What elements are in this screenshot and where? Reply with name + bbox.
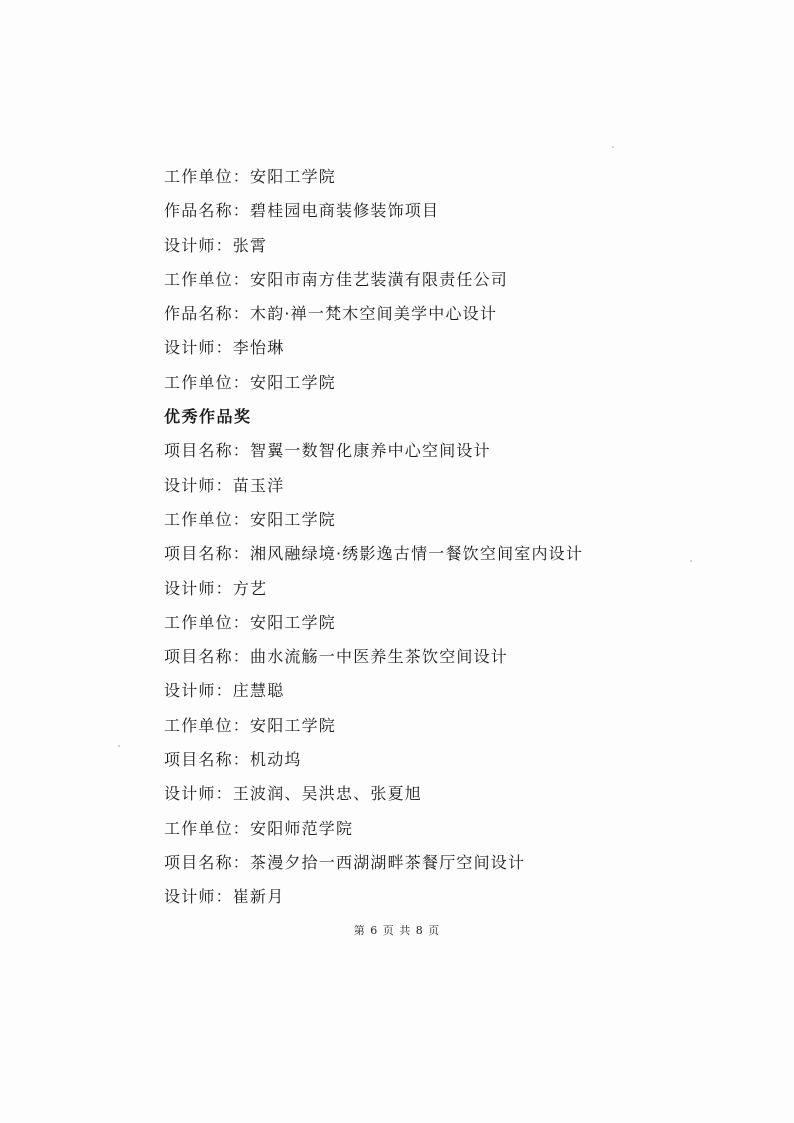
text-line: 项目名称：茶漫夕拾一西湖湖畔茶餐厅空间设计 bbox=[164, 852, 526, 872]
document-body bbox=[164, 160, 764, 915]
text-line: 设计师：庄慧聪 bbox=[164, 681, 285, 701]
text-line: 工作单位：安阳工学院 bbox=[164, 612, 337, 632]
page-footer: 第 6 页 共 8 页 bbox=[353, 924, 441, 937]
section-heading: 优秀作品奖 bbox=[164, 407, 252, 427]
text-line: 设计师：崔新月 bbox=[164, 887, 285, 907]
text-line: 设计师：王波润、吴洪忠、张夏旭 bbox=[164, 784, 423, 804]
text-line: 工作单位：安阳工学院 bbox=[164, 372, 337, 392]
text-line: 作品名称：碧桂园电商装修装饰项目 bbox=[164, 201, 440, 221]
text-line: 设计师：方艺 bbox=[164, 578, 268, 598]
text-line: 项目名称：曲水流觞一中医养生茶饮空间设计 bbox=[164, 647, 509, 667]
text-line: 项目名称：湘风融绿境·绣影逸古情一餐饮空间室内设计 bbox=[164, 544, 584, 564]
text-line: 工作单位：安阳工学院 bbox=[164, 167, 337, 186]
text-line: 工作单位：安阳市南方佳艺装潢有限责任公司 bbox=[164, 269, 509, 289]
text-line: 项目名称：智翼一数智化康养中心空间设计 bbox=[164, 441, 491, 461]
text-line: 设计师：李怡琳 bbox=[164, 338, 285, 358]
text-line: 设计师：张霄 bbox=[164, 235, 268, 255]
scan-speck bbox=[690, 560, 692, 562]
text-line: 作品名称：木韵·禅一梵木空间美学中心设计 bbox=[164, 304, 498, 324]
text-line: 项目名称：机动坞 bbox=[164, 750, 302, 770]
scan-speck bbox=[118, 745, 120, 747]
text-line: 工作单位：安阳工学院 bbox=[164, 715, 337, 735]
scan-speck bbox=[612, 146, 614, 148]
text-line: 工作单位：安阳工学院 bbox=[164, 509, 337, 529]
text-line: 设计师：苗玉洋 bbox=[164, 475, 285, 495]
text-line: 工作单位：安阳师范学院 bbox=[164, 818, 354, 838]
